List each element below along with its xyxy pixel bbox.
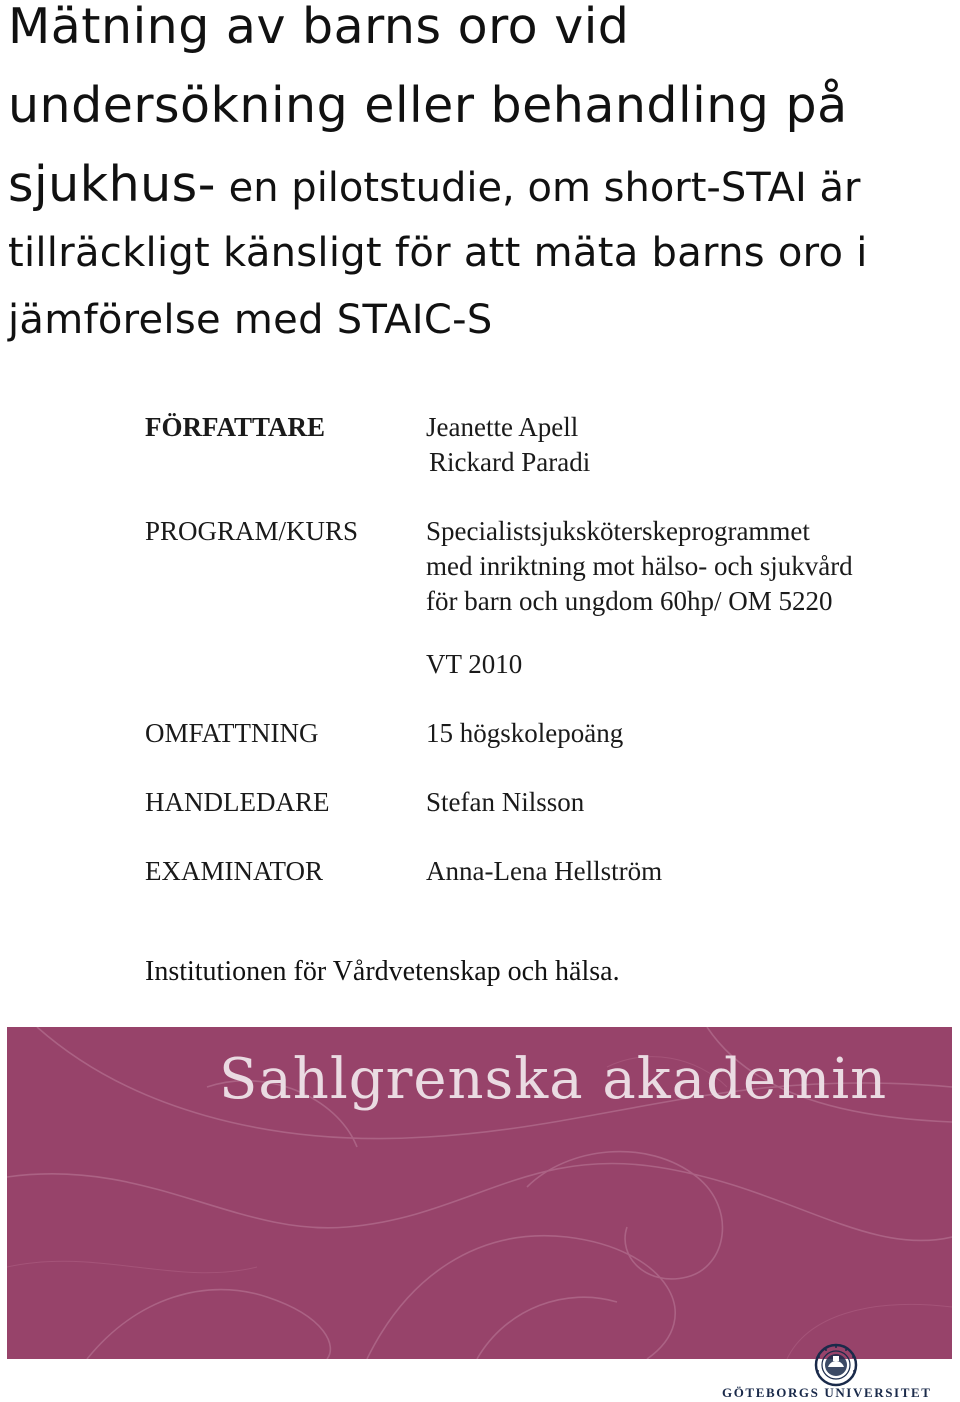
institution: Institutionen för Vårdvetenskap och hälsa. [145,956,620,987]
scope-label: OMFATTNING [145,718,319,748]
title-line-1: Mätning av barns oro vid [8,0,630,55]
title-line-3-start: sjukhus- [8,156,216,213]
university-name: GÖTEBORGS UNIVERSITET [722,1385,932,1400]
authors-label: FÖRFATTARE [145,412,325,442]
sahlgrenska-banner [7,1027,952,1359]
program-line-1: Specialistsjuksköterskeprogrammet [426,516,810,546]
author-1: Jeanette Apell [426,412,579,442]
scope-value: 15 högskolepoäng [426,718,624,748]
program-line-3: för barn och ungdom 60hp/ OM 5220 [426,586,833,616]
program-label: PROGRAM/KURS [145,516,359,546]
title-line-2: undersökning eller behandling på [8,77,848,134]
supervisor-label: HANDLEDARE [145,787,330,817]
program-line-2: med inriktning mot hälso- och sjukvård [426,551,853,581]
term: VT 2010 [426,649,523,679]
supervisor-value: Stefan Nilsson [426,787,585,817]
examiner-label: EXAMINATOR [145,856,324,886]
title-line-5: jämförelse med STAIC-S [8,297,493,343]
title-line-3-rest: en pilotstudie, om short-STAI är [215,165,861,211]
banner-title: Sahlgrenska akademin [219,1047,888,1112]
examiner-value: Anna-Lena Hellström [426,856,663,886]
university-seal-icon [806,1343,866,1389]
title-line-3 [8,156,861,213]
title-line-4: tillräckligt känsligt för att mäta barns oro i [8,230,868,276]
author-2: Rickard Paradi [429,447,591,477]
